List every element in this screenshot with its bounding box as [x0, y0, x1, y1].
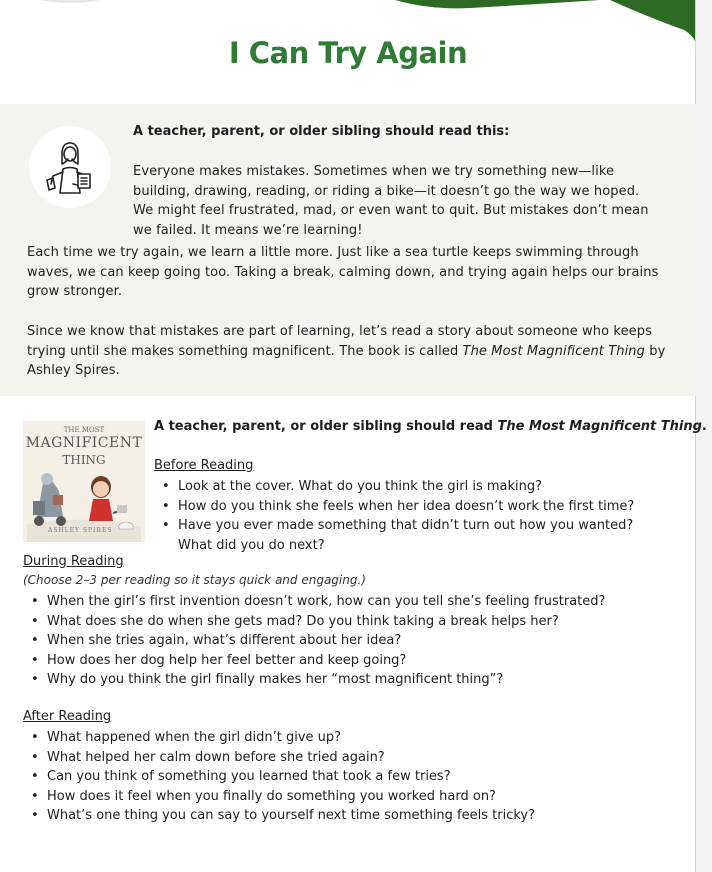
- during-reading-note: (Choose 2–3 per reading so it stays quick and engaging.): [23, 573, 366, 587]
- page-title: I Can Try Again: [228, 36, 468, 70]
- intro-paragraph-3-end: by Ashley Spires.: [27, 343, 666, 378]
- book-heading-title: The Most Magnificent Thing: [497, 419, 702, 434]
- cover-title-line-3: THING: [62, 453, 106, 467]
- list-item: • How do you think she feels when her idea doesn’t work the first time?: [154, 497, 654, 517]
- list-item: • How does it feel when you finally do something you worked hard on?: [23, 787, 663, 807]
- cover-author: ASHLEY SPIRES: [48, 527, 113, 534]
- intro-paragraph-1: Everyone makes mistakes. Sometimes when we try something new—like building, drawing, reading, or riding a bike—it doesn’t go the way we hoped. We might feel frustrated, mad, or even want to quit. But mistakes don’t mean we failed. It means we’re learning!: [133, 164, 649, 238]
- list-item: • Can you think of something you learned that took a few tries?: [23, 767, 663, 787]
- intro-paragraph-2: Each time we try again, we learn a little more. Just like a sea turtle keeps swimming through waves, we can keep going too. Taking a break, calming down, and trying again helps our brains grow stronger.: [27, 245, 659, 299]
- during-reading-title: During Reading: [23, 554, 124, 569]
- list-item: • What happened when the girl didn’t give up?: [23, 728, 663, 748]
- list-item: • Look at the cover. What do you think the girl is making?: [154, 477, 654, 497]
- book-title-inline: The Most Magnificent Thing: [462, 343, 646, 359]
- cover-title-line-1: THE MOST: [63, 426, 105, 434]
- before-reading-list: [154, 477, 654, 555]
- book-heading: [154, 419, 707, 434]
- list-item: • How does her dog help her feel better and keep going?: [23, 651, 663, 671]
- intro-heading: A teacher, parent, or older sibling should read this:: [133, 124, 510, 139]
- list-item: • What’s one thing you can say to yourself next time something feels tricky?: [23, 806, 663, 826]
- list-item: • What does she do when she gets mad? Do you think taking a break helps her?: [23, 612, 663, 632]
- list-item: • When the girl’s first invention doesn’t work, how can you tell she’s feeling frustrated?: [23, 592, 663, 612]
- reading-teacher-icon: [29, 126, 111, 208]
- list-item: • Have you ever made something that didn’t turn out how you wanted? What did you do next?: [154, 516, 654, 555]
- list-item: • When she tries again, what’s different about her idea?: [23, 631, 663, 651]
- during-reading-list: [23, 592, 663, 690]
- list-item: • Why do you think the girl finally makes her “most magnificent thing”?: [23, 670, 663, 690]
- book-cover-image: [23, 421, 145, 542]
- after-reading-title: After Reading: [23, 709, 112, 724]
- cover-title-line-2: MAGNIFICENT: [25, 435, 143, 451]
- book-heading-text: A teacher, parent, or older sibling should read: [154, 419, 498, 434]
- after-reading-list: [23, 728, 663, 826]
- cover-illustration: [23, 421, 145, 542]
- intro-paragraph-3-text: Since we know that mistakes are part of learning, let’s read a story about someone who keeps trying until she makes something magnificent. The book is called: [27, 324, 652, 359]
- book-heading-end: .: [701, 419, 707, 434]
- page-edge: [695, 0, 712, 872]
- list-item: • What helped her calm down before she tried again?: [23, 748, 663, 768]
- before-reading-title: Before Reading: [154, 458, 254, 473]
- intro-paragraph-3: [27, 322, 667, 381]
